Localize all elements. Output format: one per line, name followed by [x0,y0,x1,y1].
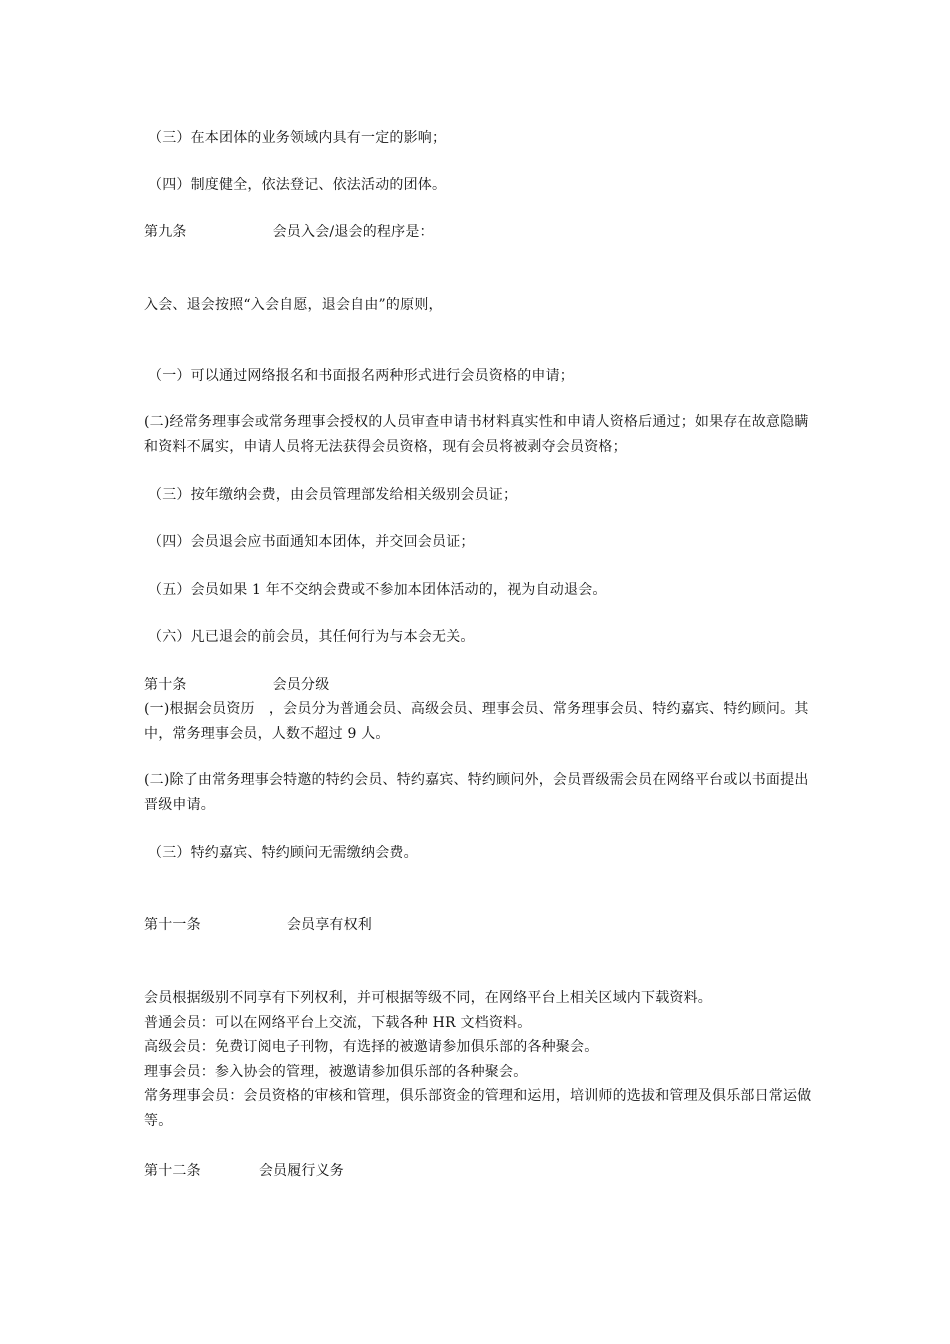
grade-2: (二)除了由常务理事会特邀的特约会员、特约嘉宾、特约顾问外，会员晋级需会员在网络平台或以书面提出晋级申请。 [144,772,809,813]
article-10-heading [144,675,329,695]
article-11-heading [144,915,372,935]
article-9-title: 会员入会/退会的程序是： [272,224,434,240]
article-9-number: 第九条 [144,224,187,240]
procedure-4: （四）会员退会应书面通知本团体，并交回会员证； [148,534,475,550]
grade-3: （三）特约嘉宾、特约顾问无需缴纳会费。 [148,845,418,861]
article-11-title: 会员享有权利 [286,917,373,933]
procedure-3: （三）按年缴纳会费，由会员管理部发给相关级别会员证； [148,487,518,503]
article-9-heading [144,222,434,242]
rights-intro: 会员根据级别不同享有下列权利，并可根据等级不同，在网络平台上相关区域内下载资料。 [144,990,712,1006]
rights-senior-member: 高级会员：免费订阅电子刊物，有选择的被邀请参加俱乐部的各种聚会。 [144,1039,599,1055]
procedure-6: （六）凡已退会的前会员，其任何行为与本会无关。 [148,629,475,645]
article-12-heading [144,1161,344,1181]
article-10-title: 会员分级 [272,677,330,693]
procedure-1: （一）可以通过网络报名和书面报名两种形式进行会员资格的申请； [148,368,574,384]
article-11-number: 第十一条 [144,917,201,933]
clause-3-influence: （三）在本团体的业务领域内具有一定的影响； [148,130,447,146]
rights-regular-member: 普通会员：可以在网络平台上交流，下载各种 HR 文档资料。 [144,1015,532,1031]
rights-standing-council-member: 常务理事会员：会员资格的审核和管理，俱乐部资金的管理和运用，培训师的选拔和管理及俱乐部日常运做等。 [144,1088,812,1129]
grade-1: (一)根据会员资历 ，会员分为普通会员、高级会员、理事会员、常务理事会员、特约嘉宾、特约顾问。其中，常务理事会员，人数不超过 9 人。 [144,701,809,742]
procedure-5: （五）会员如果 1 年不交纳会费或不参加本团体活动的，视为自动退会。 [148,582,607,598]
procedure-2: (二)经常务理事会或常务理事会授权的人员审查申请书材料真实性和申请人资格后通过；如果存在故意隐瞒和资料不属实，申请人员将无法获得会员资格，现有会员将被剥夺会员资格； [144,414,809,455]
clause-4-system: （四）制度健全，依法登记、依法活动的团体。 [148,177,447,193]
join-leave-principle: 入会、退会按照“入会自愿，退会自由”的原则， [144,297,443,313]
article-12-title: 会员履行义务 [258,1163,345,1179]
article-12-number: 第十二条 [144,1163,201,1179]
article-10-number: 第十条 [144,677,187,693]
rights-council-member: 理事会员：参入协会的管理，被邀请参加俱乐部的各种聚会。 [144,1064,528,1080]
